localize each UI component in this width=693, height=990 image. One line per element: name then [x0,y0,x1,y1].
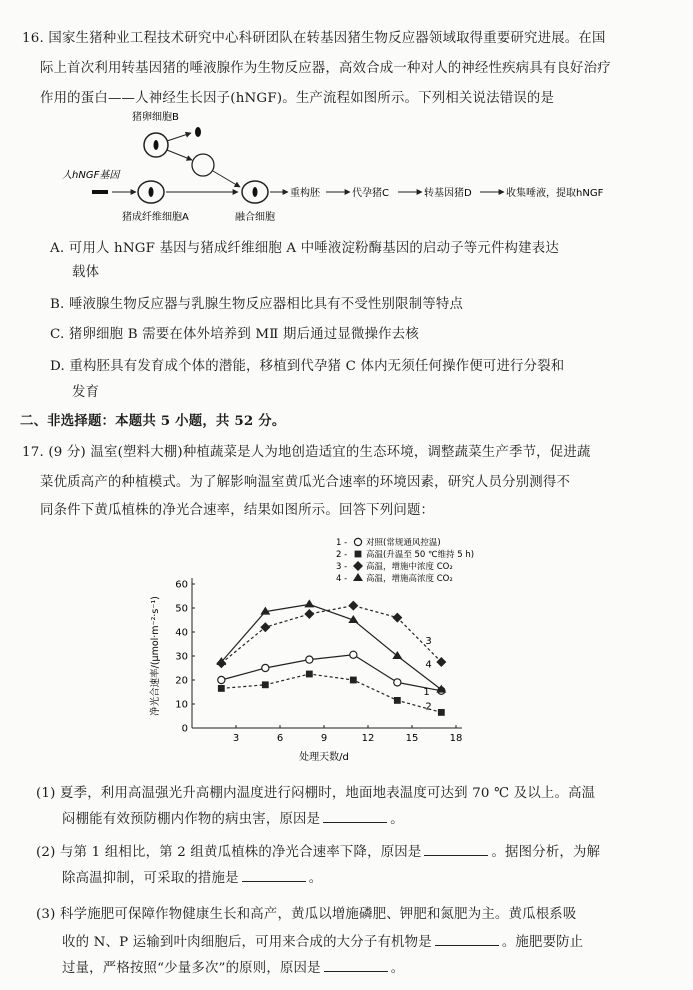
series-line-3 [221,606,441,664]
series-end-label-3: 3 [425,636,432,647]
photosynthesis-line-chart [130,528,530,768]
chain-embryo: 重构胚 [290,188,320,199]
x-tick-label: 15 [405,733,419,744]
q17-stem-line2: 菜优质高产的种植模式。为了解影响温室黄瓜光合速率的环境因素，研究人员分别测得不 [40,475,571,490]
series-end-label-2: 2 [425,701,432,713]
egg-cell-label: 猪卵细胞B [132,112,179,123]
x-axis-label: 处理天数/d [299,752,349,763]
data-point-series-3 [348,601,358,611]
legend-marker-2 [355,551,362,558]
q16-stem-line3: 作用的蛋白——人神经生长因子(hNGF)。生产流程如图所示。下列相关说法错误的是 [40,91,555,106]
q17-part2-text: (2) 与第 1 组相比，第 2 组黄瓜植株的净光合速率下降，原因是 [36,845,422,860]
data-point-series-1 [394,679,401,686]
q16-option-d-line1: D. 重构胚具有发育成个体的潜能，移植到代孕猪 C 体内无须任何操作便可进行分裂和 [50,359,565,374]
data-point-series-3 [304,609,314,619]
q17-part2-text-b: 。据图分析，为解 [491,845,601,860]
data-point-series-2 [306,671,313,678]
gene-bar [92,190,108,194]
data-point-series-1 [350,651,357,658]
legend-marker-4 [353,573,363,581]
q17-part2-line2 [62,867,322,886]
q16-stem-line2: 际上首次利用转基因猪的唾液腺作为生物反应器，高效合成一种对人的神经性疾病具有良好治疗 [40,61,611,76]
q16-stem-line1: 16. 国家生猪种业工程技术研究中心科研团队在转基因猪生物反应器领域取得重要研究进展。在国 [22,31,606,46]
data-point-series-4 [392,651,402,659]
section-heading: 二、非选择题：本题共 5 小题，共 52 分。 [20,413,286,429]
legend-prefix-2: 2 - [336,550,348,560]
fused-nucleus [253,187,258,197]
y-tick-label: 60 [175,579,188,591]
x-tick-label: 12 [361,733,375,744]
chain-transgenic: 转基因猪D [424,188,472,199]
x-tick-label: 9 [320,733,328,744]
q16-option-a-line2: 载体 [72,265,100,280]
q17-part3-line3 [62,957,404,976]
q17-stem-line3: 同条件下黄瓜植株的净光合速率，结果如图所示。回答下列问题： [40,503,435,518]
x-tick-label: 3 [232,733,240,744]
answer-blank-4[interactable] [435,933,499,946]
legend-label-1: 对照(常规通风控温) [366,538,441,548]
legend-marker-3 [353,561,363,571]
egg-nucleus [154,140,159,150]
data-point-series-2 [438,709,445,716]
data-point-series-2 [350,677,357,684]
q16-option-d-line2: 发育 [72,385,100,400]
y-tick-label: 0 [181,723,188,735]
fused-cell-label: 融合细胞 [235,212,275,223]
data-point-series-1 [218,676,225,683]
series-end-label-1: 1 [423,686,430,698]
y-tick-label: 50 [175,603,188,615]
chain-surrogate: 代孕猪C [352,188,389,199]
data-point-series-2 [394,697,401,704]
data-point-series-4 [304,599,314,607]
q16-option-c: C. 猪卵细胞 B 需要在体外培养到 MⅡ 期后通过显微操作去核 [50,327,419,342]
data-point-series-3 [436,657,446,667]
gene-label: 人hNGF基因 [62,170,120,181]
q17-part1-period: 。 [390,812,404,827]
q16-option-a-line1: A. 可用人 hNGF 基因与猪成纤维细胞 A 中唾液淀粉酶基因的启动子等元件构建表达 [50,241,559,256]
q17-part2-line1 [36,841,600,860]
legend-prefix-4: 4 - [336,574,348,584]
q17-stem-line1: 17. (9 分) 温室(塑料大棚)种植蔬菜是人为地创造适宜的生态环境，调整蔬菜生产季节，促进蔬 [22,445,591,460]
q17-part3-line1: (3) 科学施肥可保障作物健康生长和高产，黄瓜以增施磷肥、钾肥和氮肥为主。黄瓜根系吸 [36,907,577,922]
q17-part3-text: 收的 N、P 运输到叶肉细胞后，可用来合成的大分子有机物是 [62,935,432,950]
y-tick-label: 30 [175,651,188,663]
fibroblast-label: 猪成纤维细胞A [122,212,189,223]
y-tick-label: 40 [175,627,188,639]
q17-part2-period: 。 [308,871,323,886]
q16-option-b: B. 唾液腺生物反应器与乳腺生物反应器相比具有不受性别限制等特点 [50,297,464,312]
answer-blank-5[interactable] [324,959,388,972]
q17-part1-line1: (1) 夏季，利用高温强光升高棚内温度进行闷棚时，地面地表温度可达到 70 ℃ 及以上。高温 [36,786,596,801]
answer-blank-3[interactable] [242,869,306,882]
y-axis-label: 净光合速率/(μmol·m⁻²·s⁻¹) [150,596,161,716]
y-tick-label: 20 [175,675,188,687]
fibroblast-nucleus [149,187,154,197]
y-tick-label: 10 [175,699,188,711]
chain-collect: 收集唾液，提取hNGF [506,188,604,199]
answer-blank-2[interactable] [424,843,488,856]
series-end-label-4: 4 [425,659,432,671]
data-point-series-2 [218,685,225,692]
legend-marker-1 [354,538,361,545]
legend-prefix-1: 1 - [336,538,348,548]
data-point-series-2 [262,681,269,688]
legend-label-2: 高温(升温至 50 ℃维持 5 h) [366,550,475,560]
legend-label-4: 高温，增施高浓度 CO₂ [366,574,453,584]
x-tick-label: 6 [276,733,284,744]
q17-part3-line2 [62,931,583,950]
data-point-series-1 [306,656,313,663]
data-point-series-1 [262,664,269,671]
q17-part1-line2 [62,808,404,827]
q17-part3-text-d: 过量，严格按照“少量多次”的原则，原因是 [62,961,321,976]
arrow-enucleated [167,150,192,160]
hngf-flow-diagram [60,108,660,228]
q17-part3-period: 。 [390,961,405,976]
x-tick-label: 18 [449,733,463,744]
arrow-egg-to-fusion [213,171,240,187]
legend-prefix-3: 3 - [336,562,348,572]
answer-blank-1[interactable] [323,810,387,823]
enucleated-egg [192,154,214,176]
legend-label-3: 高温，增施中浓度 CO₂ [366,562,453,572]
q17-part2-text-c: 除高温抑制，可采取的措施是 [62,871,239,886]
series-line-2 [221,674,441,712]
removed-nucleus [195,127,201,137]
q17-part1-text: 闷棚能有效预防棚内作物的病虫害，原因是 [62,812,321,827]
q17-part3-text-c: 。施肥要防止 [501,935,584,950]
arrow-remove-nucleus [167,133,191,141]
